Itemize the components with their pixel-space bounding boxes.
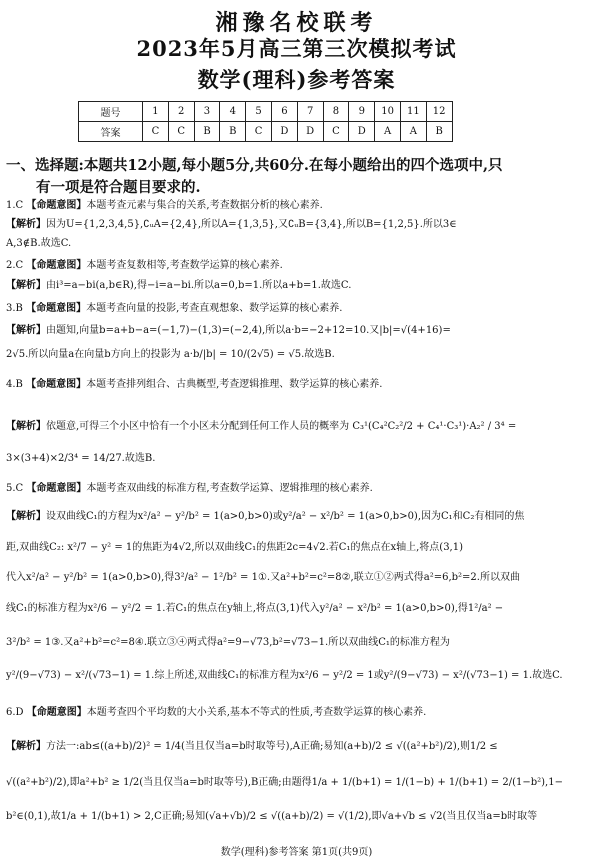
question-number: 3.B: [6, 303, 23, 314]
question-5-analysis-line: [6, 636, 450, 649]
answer-table-answer-row: [79, 122, 453, 142]
question-4-intent: [6, 378, 382, 391]
question-6-intent: [6, 706, 426, 719]
question-1-analysis-line: [6, 218, 457, 231]
analysis-tag: 【解析】: [6, 741, 46, 752]
question-number-cell: 10: [375, 102, 401, 122]
intent-tag: 【命题意图】: [26, 707, 87, 718]
question-5-analysis-line: [6, 541, 463, 554]
question-number-cell: 6: [271, 102, 297, 122]
question-number-cell: 5: [246, 102, 272, 122]
question-number-cell: 2: [168, 102, 194, 122]
answer-cell: D: [271, 122, 297, 142]
answer-cell: C: [246, 122, 272, 142]
analysis-tag: 【解析】: [6, 325, 46, 336]
answer-cell: B: [220, 122, 246, 142]
analysis-tag: 【解析】: [6, 280, 46, 291]
analysis-text: 距,双曲线C₂: x²/7 − y² = 1的焦距为4√2,所以双曲线C₁的焦距2c=4√2.若C₁的焦点在x轴上,将点(3,1): [6, 542, 463, 553]
analysis-text: 设双曲线C₁的方程为x²/a² − y²/b² = 1(a>0,b>0)或y²/a² − x²/b² = 1(a>0,b>0),因为C₁和C₂有相同的焦: [46, 511, 525, 522]
question-number: 6.D: [6, 707, 24, 718]
answer-cell: D: [297, 122, 323, 142]
answer-cell: B: [194, 122, 220, 142]
question-6-analysis-line: [6, 740, 498, 753]
question-number-cell: 11: [400, 102, 426, 122]
question-number-cell: 1: [143, 102, 169, 122]
question-3-intent: [6, 302, 342, 315]
question-number-cell: 3: [194, 102, 220, 122]
analysis-text: 线C₁的标准方程为x²/6 − y²/2 = 1.若C₁的焦点在y轴上,将点(3,1)代入y²/a² − x²/b² = 1(a>0,b>0),得1²/a² −: [6, 603, 504, 614]
question-number: 1.C: [6, 200, 24, 211]
answer-cell: B: [426, 122, 452, 142]
answer-table-row-label: 题号: [79, 102, 143, 122]
question-number-cell: 7: [297, 102, 323, 122]
analysis-text: 由i³=a−bi(a,b∈R),得−i=a−bi.所以a=0,b=1.所以a+b=1.故选C.: [46, 280, 352, 291]
question-number: 5.C: [6, 483, 24, 494]
question-4-analysis-line: [6, 420, 516, 433]
question-number-cell: 12: [426, 102, 452, 122]
analysis-tag: 【解析】: [6, 511, 46, 522]
answer-cell: D: [349, 122, 375, 142]
intent-tag: 【命题意图】: [26, 260, 87, 271]
answer-cell: C: [143, 122, 169, 142]
intent-tag: 【命题意图】: [26, 379, 87, 390]
question-number-cell: 9: [349, 102, 375, 122]
question-1-intent: [6, 199, 323, 212]
intent-tag: 【命题意图】: [26, 303, 87, 314]
question-1-analysis-line: [6, 237, 71, 250]
intent-tag: 【命题意图】: [26, 200, 87, 211]
analysis-text: y²/(9−√73) − x²/(√73−1) = 1.综上所述,双曲线C₁的标准方程为x²/6 − y²/2 = 1或y²/(9−√73) − x²/(√73−1) = 1.故选C.: [6, 670, 563, 681]
answer-table-row-label: 答案: [79, 122, 143, 142]
question-3-analysis-line: [6, 324, 451, 337]
question-number-cell: 4: [220, 102, 246, 122]
analysis-text: 代入x²/a² − y²/b² = 1(a>0,b>0),得3²/a² − 1²/b² = 1①.又a²+b²=c²=8②,联立①②两式得a²=6,b²=2.所以双曲: [6, 572, 520, 583]
intent-text: 本题考查向量的投影,考查直观想象、数学运算的核心素养.: [86, 303, 343, 314]
answer-cell: C: [323, 122, 349, 142]
intent-text: 本题考查双曲线的标准方程,考查数学运算、逻辑推理的核心素养.: [86, 483, 373, 494]
section-heading: [6, 155, 588, 199]
intent-text: 本题考查复数相等,考查数学运算的核心素养.: [86, 260, 283, 271]
analysis-text: 2√5.所以向量a在向量b方向上的投影为 a·b/|b| = 10/(2√5) = √5.故选B.: [6, 349, 335, 360]
question-5-analysis-line: [6, 602, 503, 615]
analysis-tag: 【解析】: [6, 421, 46, 432]
intent-text: 本题考查元素与集合的关系,考查数据分析的核心素养.: [86, 200, 323, 211]
question-number-cell: 8: [323, 102, 349, 122]
title-subject: 数学(理科)参考答案: [197, 67, 396, 92]
intent-text: 本题考查四个平均数的大小关系,基本不等式的性质,考查数学运算的核心素养.: [86, 707, 427, 718]
analysis-text: 3×(3+4)×2/3⁴ = 14/27.故选B.: [6, 453, 156, 464]
question-5-analysis-line: [6, 669, 563, 682]
question-5-analysis-line: [6, 510, 524, 523]
intent-tag: 【命题意图】: [26, 483, 87, 494]
question-number: 2.C: [6, 260, 24, 271]
question-6-analysis-line: [6, 810, 537, 823]
analysis-text: √((a²+b²)/2),即a²+b² ≥ 1/2(当且仅当a=b时取等号),B正确;由题得1/a + 1/(b+1) = 1/(1−b) + 1/(b+1) = 2/(1−b²),1−: [6, 777, 563, 788]
analysis-text: 3²/b² = 1③.又a²+b²=c²=8④.联立③④两式得a²=9−√73,b²=√73−1.所以双曲线C₁的标准方程为: [6, 637, 450, 648]
question-2-intent: [6, 259, 283, 272]
answer-cell: A: [400, 122, 426, 142]
analysis-text: 因为U={1,2,3,4,5},∁ᵤA={2,4},所以A={1,3,5},又∁ᵤB={3,4},所以B={1,2,5}.所以3∈: [46, 219, 457, 230]
answer-cell: A: [375, 122, 401, 142]
answer-cell: C: [168, 122, 194, 142]
intent-text: 本题考查排列组合、古典概型,考查逻辑推理、数学运算的核心素养.: [86, 379, 383, 390]
question-number: 4.B: [6, 379, 23, 390]
analysis-text: 依题意,可得三个小区中恰有一个小区未分配到任何工作人员的概率为 C₃¹(C₄²C₂²/2 + C₄¹·C₃¹)·A₂² / 3⁴ =: [46, 421, 517, 432]
answer-table: [78, 101, 453, 142]
title-exam: 2023年5月高三第三次模拟考试: [136, 36, 457, 61]
page-footer: 数学(理科)参考答案 第1页(共9页): [220, 847, 373, 858]
title-school: 湘豫名校联考: [215, 10, 378, 36]
question-3-analysis-line: [6, 348, 335, 361]
section-heading-line: 有一项是符合题目要求的.: [36, 179, 201, 196]
analysis-text: 方法一:ab≤((a+b)/2)² = 1/4(当且仅当a=b时取等号),A正确;易知(a+b)/2 ≤ √((a²+b²)/2),则1/2 ≤: [46, 741, 498, 752]
section-heading-line: 一、选择题:本题共12小题,每小题5分,共60分.在每小题给出的四个选项中,只: [6, 157, 503, 174]
analysis-text: A,3∉B.故选C.: [6, 238, 72, 249]
analysis-text: 由题知,向量b=a+b−a=(−1,7)−(1,3)=(−2,4),所以a·b=−2+12=10.又|b|=√(4+16)=: [46, 325, 451, 336]
question-6-analysis-line: [6, 776, 563, 789]
answer-table-number-row: [79, 102, 453, 122]
question-2-analysis-line: [6, 279, 351, 292]
question-4-analysis-line: [6, 452, 155, 465]
question-5-intent: [6, 482, 373, 495]
analysis-tag: 【解析】: [6, 219, 46, 230]
question-5-analysis-line: [6, 571, 520, 584]
analysis-text: b²∈(0,1),故1/a + 1/(b+1) > 2,C正确;易知(√a+√b)/2 ≤ √((a+b)/2) = √(1/2),即√a+√b ≤ √2(当且仅当a=b时取等: [6, 811, 538, 822]
